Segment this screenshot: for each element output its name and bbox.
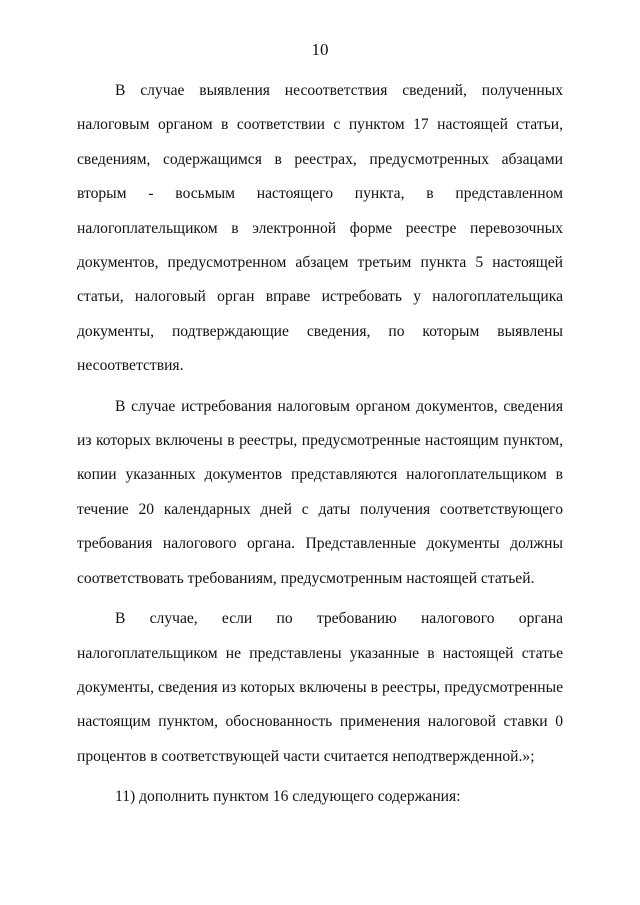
paragraph-unconfirmed-rate: В случае, если по требованию налогового органа налогоплательщиком не представлены указанные в настоящей статье документы, сведения из которых включены в реестры, предусмотренные настоящим пунктом, обоснованность применения налоговой ставки 0 процентов в соответствующей части считается неподтвержденной.»; — [77, 610, 563, 765]
page-number: 10 — [311, 40, 329, 59]
paragraph-amendment-item-11: 11) дополнить пунктом 16 следующего содержания: — [115, 788, 461, 806]
paragraph-discrepancy-request: В случае выявления несоответствия сведений, полученных налоговым органом в соответствии с пунктом 17 настоящей статьи, сведениям, содержащимся в реестрах, предусмотренных абзацами вторым - восьмым настоящего пункта, в представленном налогоплательщиком в электронной форме реестре перевозочных документов, предусмотренном абзацем третьим пункта 5 настоящей статьи, налоговый орган вправе истребовать у налогоплательщика документы, подтверждающие сведения, по которым выявлены несоответствия. — [77, 82, 563, 375]
paragraph-document-submission: В случае истребования налоговым органом документов, сведения из которых включены в реестры, предусмотренные настоящим пунктом, копии указанных документов представляются налогоплательщиком в течение 20 календарных дней с даты получения соответствующего требования налогового органа. Представленные документы должны соответствовать требованиям, предусмотренным настоящей статьей. — [77, 397, 563, 587]
document-body — [77, 74, 563, 815]
